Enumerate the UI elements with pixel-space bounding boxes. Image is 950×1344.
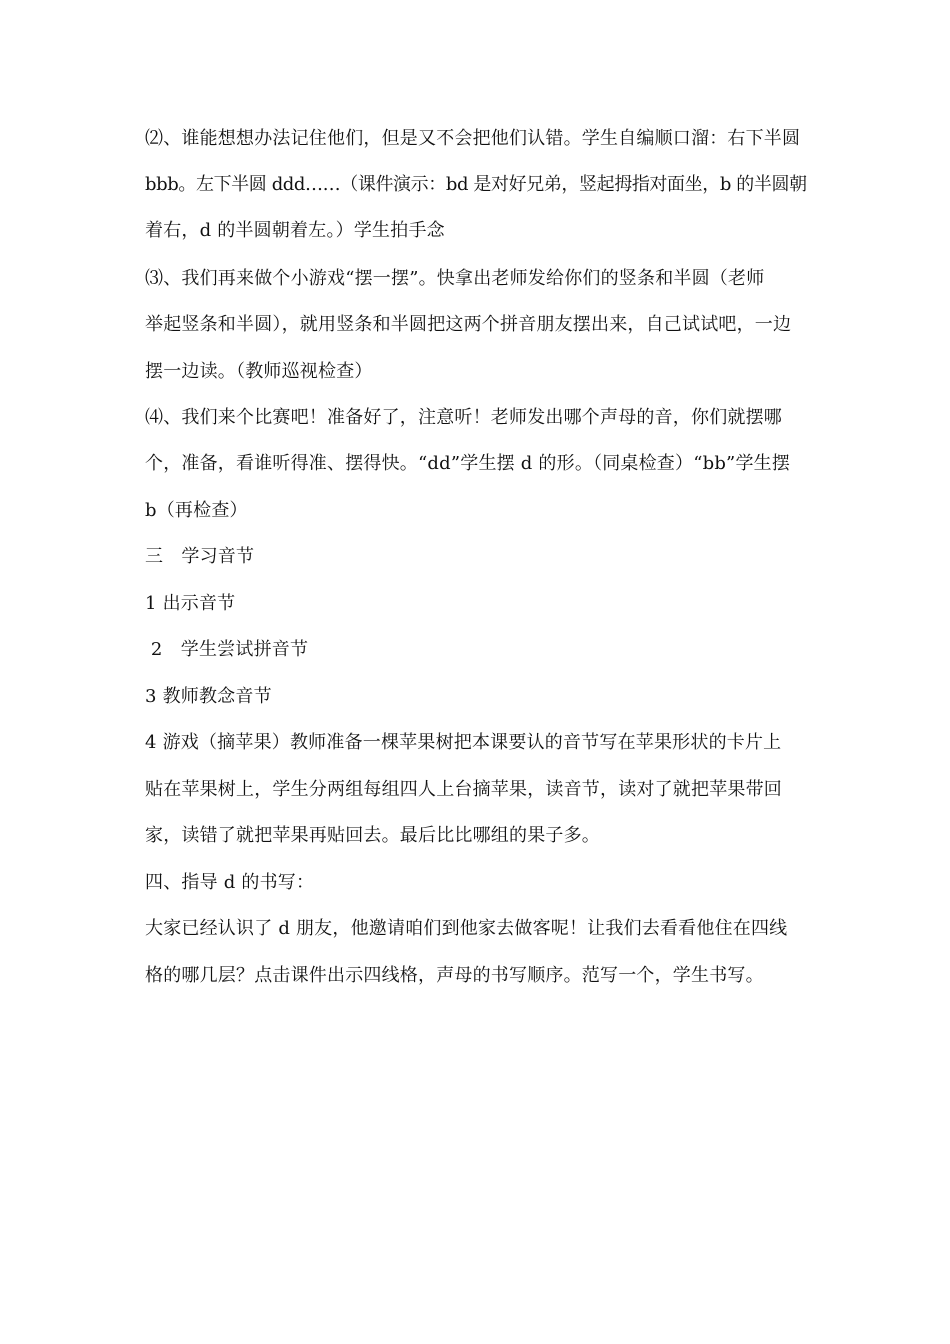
section-heading: 三 学习音节 [145,546,255,567]
paragraph-line: 大家已经认识了 d 朋友，他邀请咱们到他家去做客呢！让我们去看看他住在四线 [145,918,788,939]
paragraph-line: b（再检查） [145,500,248,521]
section-heading: 四、指导 d 的书写： [145,872,315,893]
paragraph-line: ⑵、谁能想想办法记住他们，但是又不会把他们认错。学生自编顺口溜：右下半圆 [145,128,801,149]
list-item: 1 出示音节 [145,593,236,614]
paragraph-line: bbb。左下半圆 ddd……（课件演示：bd 是对好兄弟，竖起拇指对面坐，b 的半圆朝 [145,174,807,195]
paragraph-line: 格的哪几层？点击课件出示四线格，声母的书写顺序。范写一个，学生书写。 [145,965,764,986]
paragraph-line: ⑶、我们再来做个小游戏“摆一摆”。快拿出老师发给你们的竖条和半圆（老师 [145,268,765,289]
list-item: 3 教师教念音节 [145,686,272,707]
paragraph-line: 举起竖条和半圆），就用竖条和半圆把这两个拼音朋友摆出来，自己试试吧，一边 [145,314,792,335]
paragraph-line: 贴在苹果树上，学生分两组每组四人上台摘苹果，读音节，读对了就把苹果带回 [145,779,782,800]
list-item: 2 学生尝试拼音节 [145,639,309,660]
paragraph-line: 摆一边读。（教师巡视检查） [145,361,373,382]
list-item: 4 游戏（摘苹果）教师准备一棵苹果树把本课要认的音节写在苹果形状的卡片上 [145,732,782,753]
paragraph-line: 家，读错了就把苹果再贴回去。最后比比哪组的果子多。 [145,825,600,846]
paragraph-line: 着右，d 的半圆朝着左。）学生拍手念 [145,220,445,241]
paragraph-line: ⑷、我们来个比赛吧！准备好了，注意听！老师发出哪个声母的音，你们就摆哪 [145,407,782,428]
paragraph-line: 个，准备，看谁听得准、摆得快。“dd”学生摆 d 的形。（同桌检查）“bb”学生摆 [145,453,791,474]
